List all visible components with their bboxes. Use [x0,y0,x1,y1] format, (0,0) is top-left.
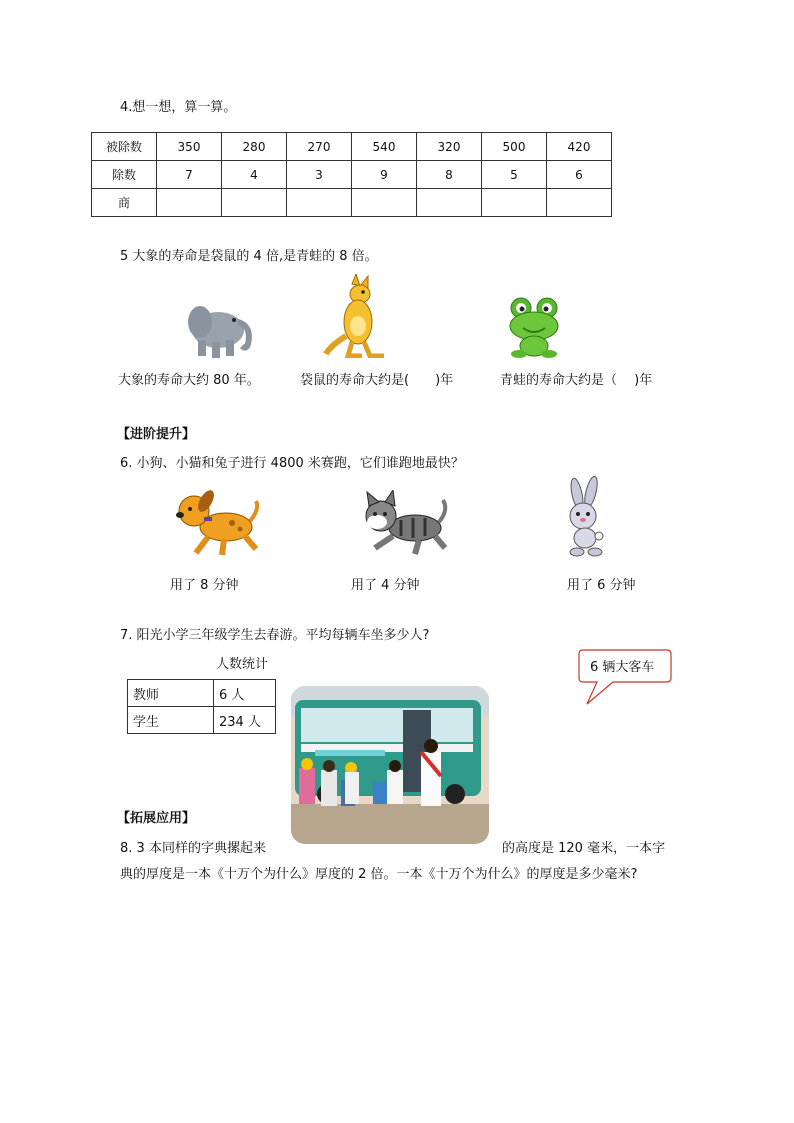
elephant-lifespan: 大象的寿命大约 80 年。 [118,373,260,388]
people-count-table [127,679,276,734]
section-advanced-heading: 【进阶提升】 [117,427,196,442]
table-row [92,189,612,217]
q8-line1-end: 的高度是 120 毫米，一本字 [502,841,666,856]
elephant-image [180,296,252,360]
q8-line2: 典的厚度是一本《十万个为什么》厚度的 2 倍。一本《十万个为什么》的厚度是多少毫米? [120,867,638,882]
q6-title: 6. 小狗、小猫和兔子进行 4800 米赛跑，它们谁跑地最快？ [120,456,464,471]
rabbit-image [555,476,617,560]
row-header: 被除数 [92,133,157,161]
table-cell: 3 [287,161,352,189]
count-table-caption: 人数统计 [216,657,269,672]
row-label: 教师 [128,680,214,707]
bus-photo [291,686,489,844]
table-cell[interactable] [417,189,482,217]
row-value: 6 人 [214,680,276,707]
table-cell[interactable] [482,189,547,217]
table-row [128,707,276,734]
table-cell: 270 [287,133,352,161]
table-cell: 320 [417,133,482,161]
cat-image [357,490,449,558]
table-cell: 6 [547,161,612,189]
row-header: 除数 [92,161,157,189]
kangaroo-lifespan: 袋鼠的寿命大约是( )年 [300,373,454,388]
division-table [91,132,612,217]
table-cell: 7 [157,161,222,189]
q8-line1-start: 8. 3 本同样的字典摞起来 [120,841,266,856]
table-cell: 280 [222,133,287,161]
row-label: 学生 [128,707,214,734]
cat-time: 用了 4 分钟 [351,578,420,593]
frog-lifespan: 青蛙的寿命大约是（ )年 [500,373,653,388]
table-cell[interactable] [547,189,612,217]
section-extension-heading: 【拓展应用】 [117,811,196,826]
table-cell: 350 [157,133,222,161]
kangaroo-image [322,274,392,358]
table-row [92,161,612,189]
table-row [92,133,612,161]
dog-time: 用了 8 分钟 [170,578,239,593]
table-cell: 9 [352,161,417,189]
table-cell[interactable] [352,189,417,217]
row-value: 234 人 [214,707,276,734]
table-cell: 500 [482,133,547,161]
rabbit-time: 用了 6 分钟 [567,578,636,593]
table-cell: 4 [222,161,287,189]
q4-title: 4.想一想，算一算。 [120,100,237,115]
q7-title: 7. 阳光小学三年级学生去春游。平均每辆车坐多少人? [120,628,430,643]
table-cell[interactable] [287,189,352,217]
row-header: 商 [92,189,157,217]
table-row [128,680,276,707]
table-cell: 5 [482,161,547,189]
frog-image [505,296,563,360]
table-cell[interactable] [222,189,287,217]
table-cell[interactable] [157,189,222,217]
q5-title: 5 大象的寿命是袋鼠的 4 倍,是青蛙的 8 倍。 [120,249,378,264]
table-cell: 540 [352,133,417,161]
table-cell: 420 [547,133,612,161]
table-cell: 8 [417,161,482,189]
dog-image [172,487,260,559]
bubble-text: 6 辆大客车 [590,660,655,675]
